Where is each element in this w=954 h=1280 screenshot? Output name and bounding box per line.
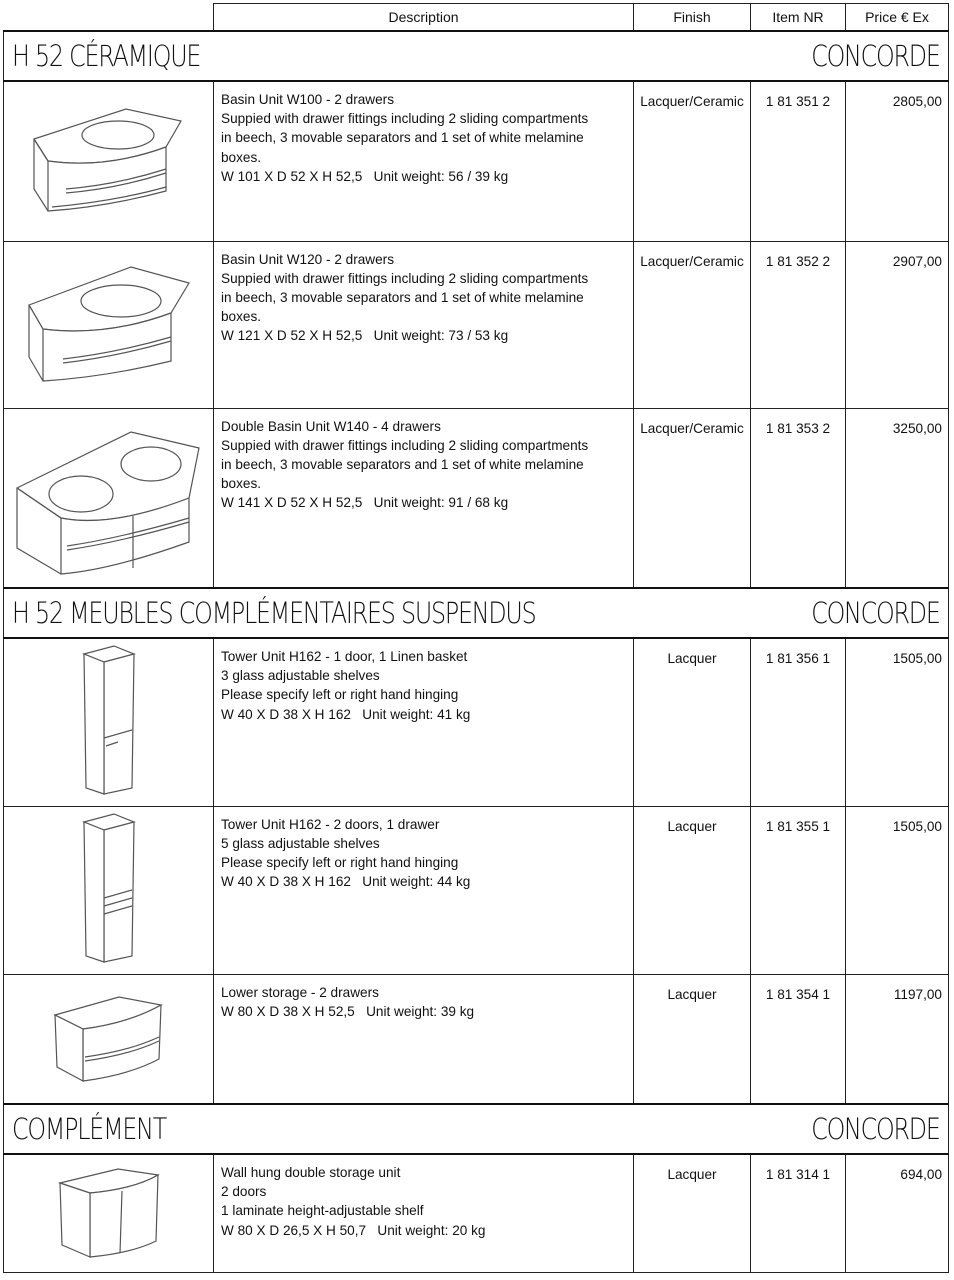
header-price: Price € Ex bbox=[846, 4, 949, 32]
description-line: W 40 X D 38 X H 162 Unit weight: 41 kg bbox=[221, 706, 471, 722]
lower-storage-illustration bbox=[4, 974, 214, 1104]
header-item-nr: Item NR bbox=[751, 4, 846, 32]
tower-unit-2-doors-illustration bbox=[4, 806, 214, 974]
product-row bbox=[4, 1154, 949, 1272]
product-description bbox=[214, 81, 634, 241]
product-row bbox=[4, 974, 949, 1104]
double-basin-unit-illustration bbox=[4, 408, 214, 588]
item-nr-cell: 1 81 352 2 bbox=[751, 241, 846, 408]
product-description bbox=[214, 806, 634, 974]
header-description: Description bbox=[214, 4, 634, 32]
description-line: Suppied with drawer fittings including 2 sliding compartments bbox=[221, 437, 589, 453]
price-cell: 1197,00 bbox=[846, 974, 949, 1104]
finish-cell: Lacquer bbox=[634, 1154, 751, 1272]
section-header bbox=[4, 31, 949, 81]
description-line: Tower Unit H162 - 2 doors, 1 drawer bbox=[221, 816, 440, 832]
header-blank-cell bbox=[4, 4, 214, 32]
product-row bbox=[4, 241, 949, 408]
description-line: in beech, 3 movable separators and 1 set of white melamine bbox=[221, 456, 584, 472]
item-nr-cell: 1 81 314 1 bbox=[751, 1154, 846, 1272]
item-nr-cell: 1 81 355 1 bbox=[751, 806, 846, 974]
price-cell: 1505,00 bbox=[846, 806, 949, 974]
finish-cell: Lacquer/Ceramic bbox=[634, 408, 751, 588]
description-line: Lower storage - 2 drawers bbox=[221, 984, 379, 1000]
description-line: Please specify left or right hand hinging bbox=[221, 687, 459, 703]
price-cell: 1505,00 bbox=[846, 638, 949, 806]
item-nr-cell: 1 81 351 2 bbox=[751, 81, 846, 241]
description-line: boxes. bbox=[221, 149, 262, 165]
price-cell: 2805,00 bbox=[846, 81, 949, 241]
item-nr-cell: 1 81 353 2 bbox=[751, 408, 846, 588]
description-line: 5 glass adjustable shelves bbox=[221, 835, 380, 851]
description-line: Please specify left or right hand hinging bbox=[221, 854, 459, 870]
description-line: W 80 X D 38 X H 52,5 Unit weight: 39 kg bbox=[221, 1003, 475, 1019]
description-line: in beech, 3 movable separators and 1 set of white melamine bbox=[221, 289, 584, 305]
description-line: W 80 X D 26,5 X H 50,7 Unit weight: 20 kg bbox=[221, 1222, 486, 1238]
product-description bbox=[214, 974, 634, 1104]
product-row bbox=[4, 806, 949, 974]
tower-unit-1-door-illustration bbox=[4, 638, 214, 806]
finish-cell: Lacquer/Ceramic bbox=[634, 241, 751, 408]
description-line: boxes. bbox=[221, 309, 262, 325]
section-brand: CONCORDE bbox=[811, 39, 940, 73]
section-brand: CONCORDE bbox=[811, 1112, 940, 1146]
description-line: Double Basin Unit W140 - 4 drawers bbox=[221, 418, 441, 434]
section-header bbox=[4, 588, 949, 638]
description-line: boxes. bbox=[221, 476, 262, 492]
basin-unit-2-drawers-illustration bbox=[4, 241, 214, 408]
description-line: Wall hung double storage unit bbox=[221, 1165, 401, 1180]
description-line: Suppied with drawer fittings including 2 sliding compartments bbox=[221, 111, 589, 127]
header-row bbox=[4, 4, 949, 32]
description-line: Basin Unit W120 - 2 drawers bbox=[221, 251, 395, 267]
product-description bbox=[214, 638, 634, 806]
finish-cell: Lacquer bbox=[634, 806, 751, 974]
finish-cell: Lacquer/Ceramic bbox=[634, 81, 751, 241]
section-title: H 52 CÉRAMIQUE bbox=[12, 39, 201, 73]
description-line: 2 doors bbox=[221, 1184, 267, 1200]
section-header bbox=[4, 1104, 949, 1154]
price-table bbox=[3, 3, 949, 1273]
description-line: W 141 X D 52 X H 52,5 Unit weight: 91 / 68 kg bbox=[221, 495, 509, 511]
product-description bbox=[214, 408, 634, 588]
description-line: Tower Unit H162 - 1 door, 1 Linen basket bbox=[221, 649, 468, 664]
section-brand: CONCORDE bbox=[811, 596, 940, 630]
price-cell: 694,00 bbox=[846, 1154, 949, 1272]
item-nr-cell: 1 81 354 1 bbox=[751, 974, 846, 1104]
product-description bbox=[214, 1154, 634, 1272]
price-cell: 3250,00 bbox=[846, 408, 949, 588]
wall-hung-storage-illustration bbox=[4, 1154, 214, 1272]
finish-cell: Lacquer bbox=[634, 638, 751, 806]
product-row bbox=[4, 81, 949, 241]
section-title: COMPLÉMENT bbox=[12, 1112, 167, 1146]
description-line: W 40 X D 38 X H 162 Unit weight: 44 kg bbox=[221, 874, 471, 890]
description-line: 1 laminate height-adjustable shelf bbox=[221, 1203, 424, 1219]
description-line: in beech, 3 movable separators and 1 set of white melamine bbox=[221, 130, 584, 146]
basin-unit-2-drawers-illustration bbox=[4, 81, 214, 241]
item-nr-cell: 1 81 356 1 bbox=[751, 638, 846, 806]
description-line: Suppied with drawer fittings including 2 sliding compartments bbox=[221, 270, 589, 286]
description-line: W 121 X D 52 X H 52,5 Unit weight: 73 / 53 kg bbox=[221, 328, 509, 344]
price-list-sheet bbox=[3, 3, 948, 1273]
product-row bbox=[4, 638, 949, 806]
price-cell: 2907,00 bbox=[846, 241, 949, 408]
description-line: W 101 X D 52 X H 52,5 Unit weight: 56 / 39 kg bbox=[221, 168, 509, 184]
description-line: 3 glass adjustable shelves bbox=[221, 668, 380, 684]
section-title: H 52 MEUBLES COMPLÉMENTAIRES SUSPENDUS bbox=[12, 596, 536, 630]
header-finish: Finish bbox=[634, 4, 751, 32]
product-description bbox=[214, 241, 634, 408]
product-row bbox=[4, 408, 949, 588]
finish-cell: Lacquer bbox=[634, 974, 751, 1104]
description-line: Basin Unit W100 - 2 drawers bbox=[221, 92, 395, 107]
